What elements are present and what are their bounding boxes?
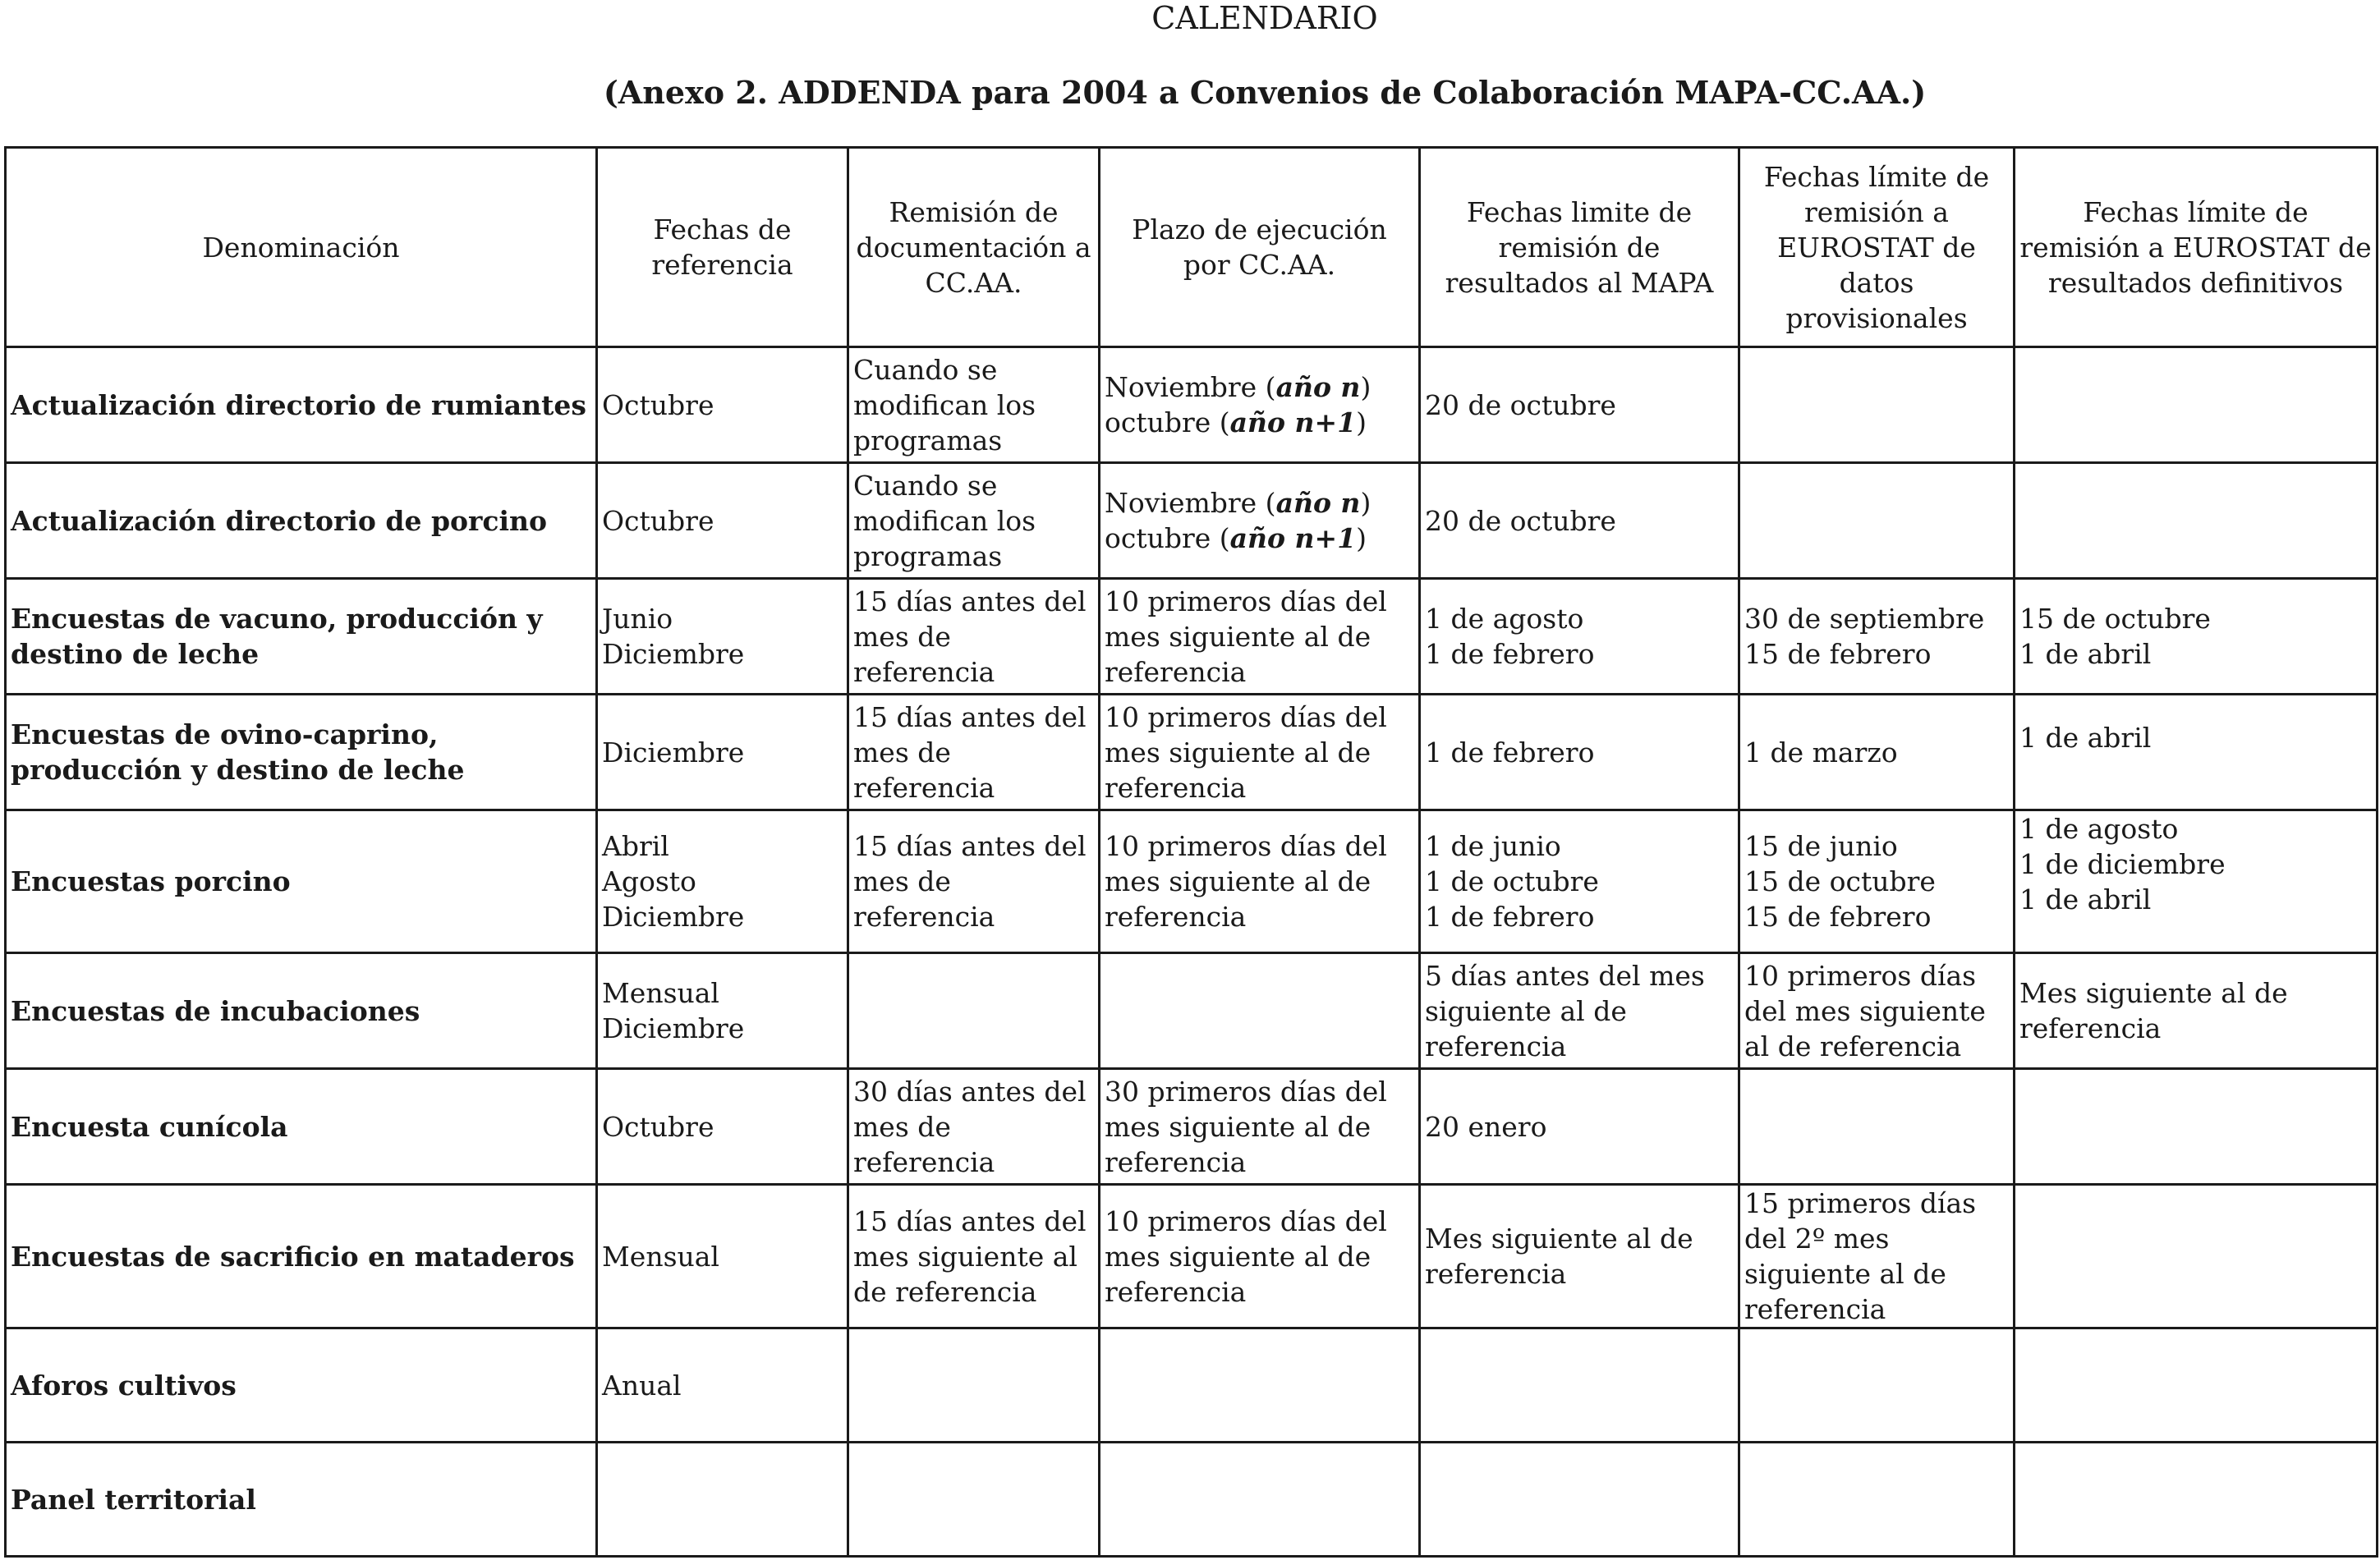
- cell-name: Actualización directorio de rumiantes: [6, 347, 597, 463]
- calendar-table: [4, 146, 2378, 1558]
- table-row: [6, 1328, 2378, 1443]
- cell-remision: 15 días antes del mes de referencia: [848, 695, 1100, 810]
- header-plazo-ejecucion: Plazo de ejecución por CC.AA.: [1100, 148, 1420, 347]
- cell-prov: [1739, 347, 2015, 463]
- plazo-line-b: octubre (: [1105, 522, 1230, 554]
- plazo-line-b: octubre (: [1105, 406, 1230, 438]
- cell-name: Actualización directorio de porcino: [6, 463, 597, 579]
- table-row: [6, 347, 2378, 463]
- cell-name: Encuestas de incubaciones: [6, 953, 597, 1069]
- cell-plazo: [1100, 953, 1420, 1069]
- cell-remision: [848, 953, 1100, 1069]
- page-subtitle: (Anexo 2. ADDENDA para 2004 a Convenios de Colaboración MAPA-CC.AA.): [603, 74, 1927, 111]
- plazo-line-a: Noviembre (: [1105, 371, 1276, 403]
- cell-name: Aforos cultivos: [6, 1328, 597, 1443]
- cell-remision: Cuando se modifican los programas: [848, 347, 1100, 463]
- table-row: [6, 579, 2378, 695]
- cell-ref: Mensual Diciembre: [597, 953, 848, 1069]
- cell-mapa: [1420, 1443, 1739, 1557]
- cell-ref: Mensual: [597, 1185, 848, 1328]
- cell-prov: 1 de marzo: [1739, 695, 2015, 810]
- header-fechas-referencia: Fechas de referencia: [597, 148, 848, 347]
- cell-prov: [1739, 1328, 2015, 1443]
- header-eurostat-provisionales: Fechas límite de remisión a EUROSTAT de datos provisionales: [1739, 148, 2015, 347]
- cell-def: 1 de abril: [2015, 695, 2378, 810]
- plazo-year-b: año n+1: [1229, 406, 1357, 438]
- cell-plazo: 10 primeros días del mes siguiente al de referencia: [1100, 579, 1420, 695]
- cell-def: [2015, 347, 2378, 463]
- table-row: [6, 953, 2378, 1069]
- cell-remision: [848, 1443, 1100, 1557]
- cell-mapa: 20 enero: [1420, 1069, 1739, 1185]
- cell-name: Encuestas porcino: [6, 810, 597, 953]
- plazo-line-a: Noviembre (: [1105, 487, 1276, 519]
- table-row: [6, 1069, 2378, 1185]
- header-row: [6, 148, 2378, 347]
- cell-plazo: [1100, 347, 1420, 463]
- cell-name: Encuestas de sacrificio en mataderos: [6, 1185, 597, 1328]
- cell-name: Encuestas de vacuno, producción y destino de leche: [6, 579, 597, 695]
- cell-def: 15 de octubre 1 de abril: [2015, 579, 2378, 695]
- cell-ref: Junio Diciembre: [597, 579, 848, 695]
- table-row: [6, 695, 2378, 810]
- cell-plazo: [1100, 463, 1420, 579]
- cell-plazo: [1100, 1328, 1420, 1443]
- table-row: [6, 810, 2378, 953]
- cell-mapa: 1 de febrero: [1420, 695, 1739, 810]
- cell-ref: Anual: [597, 1328, 848, 1443]
- page-title: CALENDARIO: [1151, 0, 1378, 36]
- cell-def: [2015, 1069, 2378, 1185]
- plazo-line-b-end: ): [1356, 406, 1367, 438]
- cell-ref: Abril Agosto Diciembre: [597, 810, 848, 953]
- cell-prov: [1739, 1443, 2015, 1557]
- table-row: [6, 463, 2378, 579]
- cell-def: [2015, 1185, 2378, 1328]
- cell-prov: 30 de septiembre 15 de febrero: [1739, 579, 2015, 695]
- cell-ref: [597, 1443, 848, 1557]
- cell-plazo: [1100, 1443, 1420, 1557]
- cell-def: Mes siguiente al de referencia: [2015, 953, 2378, 1069]
- cell-def: 1 de agosto 1 de diciembre 1 de abril: [2015, 810, 2378, 953]
- plazo-line-a-end: ): [1360, 487, 1371, 519]
- cell-name: Encuesta cunícola: [6, 1069, 597, 1185]
- cell-remision: 30 días antes del mes de referencia: [848, 1069, 1100, 1185]
- cell-mapa: Mes siguiente al de referencia: [1420, 1185, 1739, 1328]
- cell-mapa: 20 de octubre: [1420, 463, 1739, 579]
- cell-mapa: 1 de junio 1 de octubre 1 de febrero: [1420, 810, 1739, 953]
- plazo-year-a: año n: [1275, 371, 1361, 403]
- plazo-year-b: año n+1: [1229, 522, 1357, 554]
- cell-name: Panel territorial: [6, 1443, 597, 1557]
- cell-ref: Octubre: [597, 347, 848, 463]
- cell-mapa: 20 de octubre: [1420, 347, 1739, 463]
- table-row: [6, 1443, 2378, 1557]
- cell-plazo: 30 primeros días del mes siguiente al de referencia: [1100, 1069, 1420, 1185]
- cell-remision: 15 días antes del mes siguiente al de referencia: [848, 1185, 1100, 1328]
- cell-ref: Octubre: [597, 463, 848, 579]
- cell-ref: Octubre: [597, 1069, 848, 1185]
- header-denominacion: Denominación: [6, 148, 597, 347]
- header-fechas-mapa: Fechas limite de remisión de resultados al MAPA: [1420, 148, 1739, 347]
- cell-def: [2015, 1443, 2378, 1557]
- cell-mapa: [1420, 1328, 1739, 1443]
- cell-prov: 10 primeros días del mes siguiente al de referencia: [1739, 953, 2015, 1069]
- cell-mapa: 1 de agosto 1 de febrero: [1420, 579, 1739, 695]
- cell-remision: 15 días antes del mes de referencia: [848, 810, 1100, 953]
- header-eurostat-definitivos: Fechas límite de remisión a EUROSTAT de resultados definitivos: [2015, 148, 2378, 347]
- cell-plazo: 10 primeros días del mes siguiente al de referencia: [1100, 1185, 1420, 1328]
- cell-remision: 15 días antes del mes de referencia: [848, 579, 1100, 695]
- cell-prov: [1739, 463, 2015, 579]
- cell-remision: Cuando se modifican los programas: [848, 463, 1100, 579]
- cell-remision: [848, 1328, 1100, 1443]
- cell-mapa: 5 días antes del mes siguiente al de referencia: [1420, 953, 1739, 1069]
- cell-plazo: 10 primeros días del mes siguiente al de referencia: [1100, 695, 1420, 810]
- table-row: [6, 1185, 2378, 1328]
- cell-prov: 15 primeros días del 2º mes siguiente al de referencia: [1739, 1185, 2015, 1328]
- cell-ref: Diciembre: [597, 695, 848, 810]
- header-remision-documentacion: Remisión de documentación a CC.AA.: [848, 148, 1100, 347]
- cell-name: Encuestas de ovino-caprino, producción y destino de leche: [6, 695, 597, 810]
- cell-prov: 15 de junio 15 de octubre 15 de febrero: [1739, 810, 2015, 953]
- cell-prov: [1739, 1069, 2015, 1185]
- cell-plazo: 10 primeros días del mes siguiente al de referencia: [1100, 810, 1420, 953]
- plazo-line-a-end: ): [1360, 371, 1371, 403]
- plazo-line-b-end: ): [1356, 522, 1367, 554]
- cell-def: [2015, 463, 2378, 579]
- plazo-year-a: año n: [1275, 487, 1361, 519]
- cell-def: [2015, 1328, 2378, 1443]
